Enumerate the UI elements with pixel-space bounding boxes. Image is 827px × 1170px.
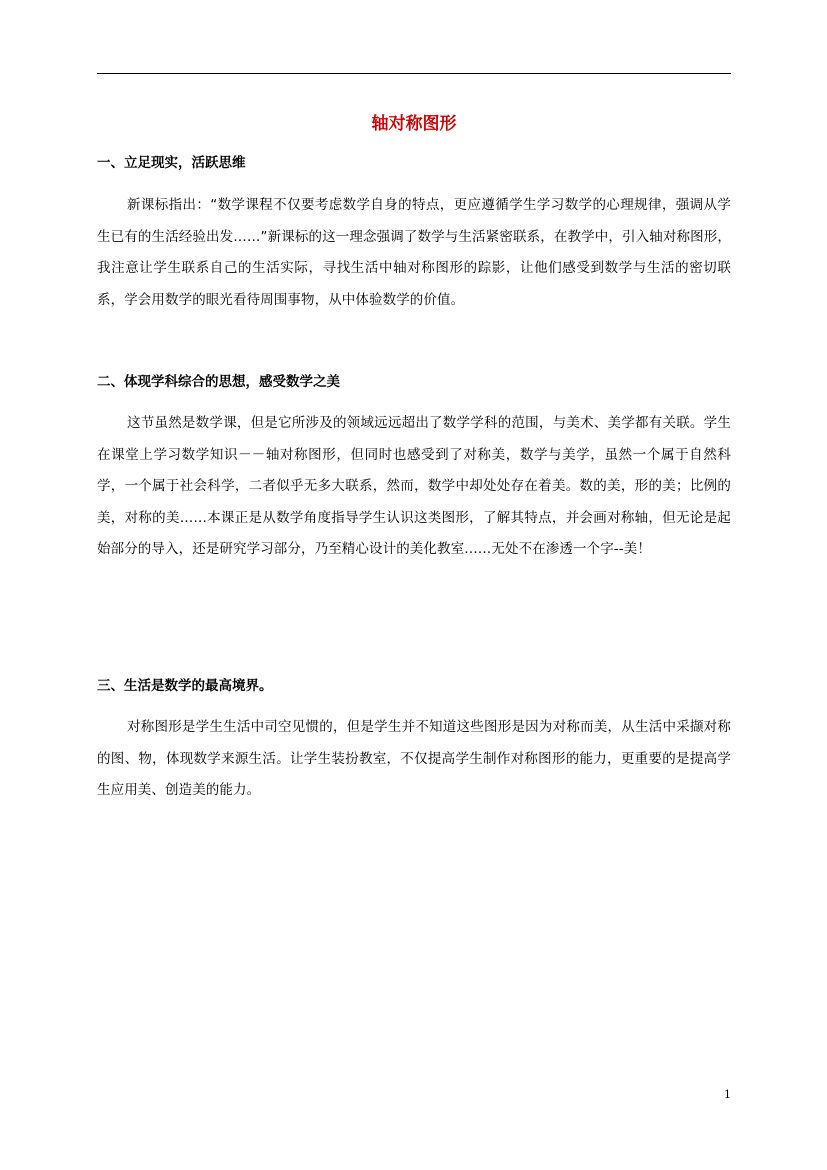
section-heading-2: 二、体现学科综合的思想，感受数学之美	[97, 374, 340, 390]
header-rule	[97, 73, 731, 74]
section-paragraph-1: 新课标指出：“数学课程不仅要考虑数学自身的特点，更应遵循学生学习数学的心理规律，强调从学生已有的生活经验出发……”新课标的这一理念强调了数学与生活紧密联系，在教学中，引入轴对称图形，我注意让学生联系自己的生活实际，寻找生活中轴对称图形的踪影，让他们感受到数学与生活的密切联系，学会用数学的眼光看待周围事物，从中体验数学的价值。	[97, 197, 731, 308]
section-heading-1: 一、立足现实，活跃思维	[97, 155, 246, 171]
section-paragraph-3: 对称图形是学生生活中司空见惯的，但是学生并不知道这些图形是因为对称而美，从生活中采撷对称的图、物，体现数学来源生活。让学生装扮教室，不仅提高学生制作对称图形的能力，更重要的是提高学生应用美、创造美的能力。	[97, 719, 731, 798]
section-heading-3: 三、生活是数学的最高境界。	[97, 678, 273, 694]
document-title: 轴对称图形	[371, 114, 457, 134]
section-paragraph-2: 这节虽然是数学课，但是它所涉及的领域远远超出了数学学科的范围，与美术、美学都有关联。学生在课堂上学习数学知识－－轴对称图形，但同时也感受到了对称美，数学与美学，虽然一个属于自然科学，一个属于社会科学，二者似乎无多大联系，然而，数学中却处处存在着美。数的美，形的美；比例的美，对称的美……本课正是从数学角度指导学生认识这类图形，了解其特点，并会画对称轴，但无论是起始部分的导入，还是研究学习部分，乃至精心设计的美化教室……无处不在渗透一个字--美！	[97, 415, 731, 557]
page-number: 1	[724, 1088, 731, 1101]
